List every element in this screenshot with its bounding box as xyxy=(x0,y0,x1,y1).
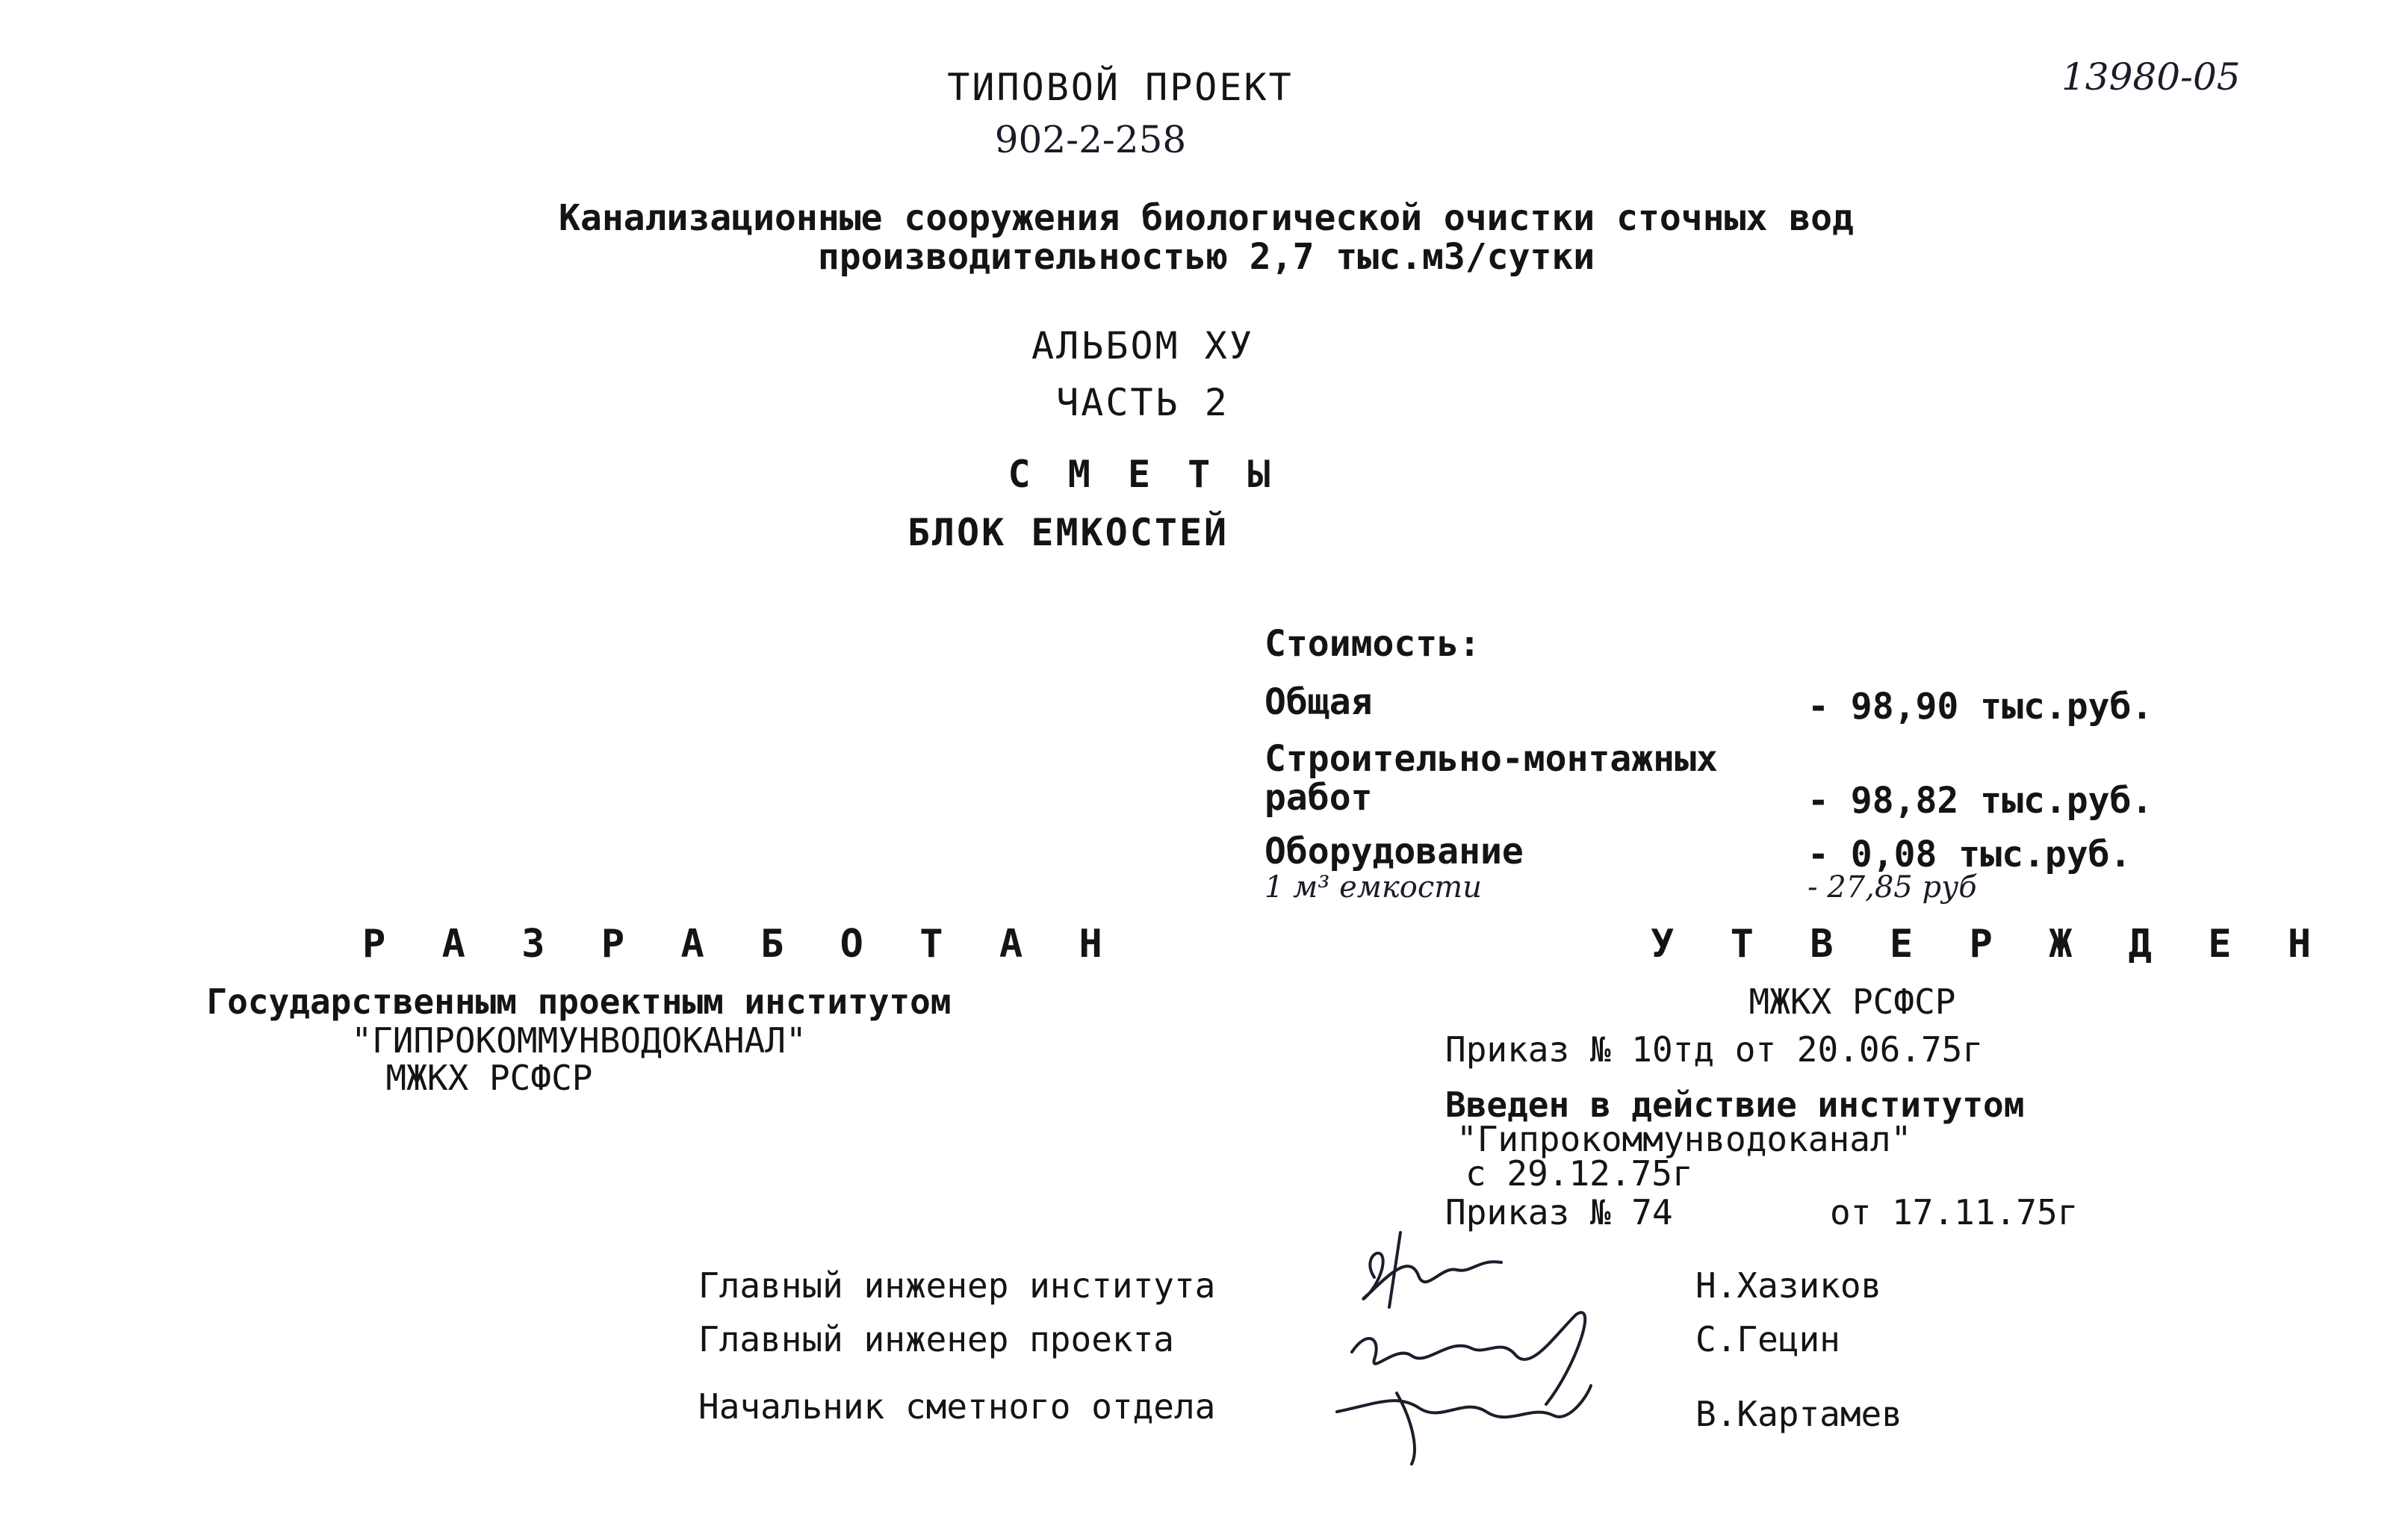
cost-equipment-value: - 0,08 тыс.руб. xyxy=(1807,834,2132,875)
cost-per-unit-label: 1 м³ емкости xyxy=(1264,870,1482,905)
approved-heading: У Т В Е Р Ж Д Е Н xyxy=(1651,922,2328,967)
approved-line3: Введен в действие институтом xyxy=(1445,1085,2025,1125)
project-description-line2: производительностью 2,7 тыс.м3/сутки xyxy=(817,236,1595,278)
project-type-title: ТИПОВОЙ ПРОЕКТ xyxy=(947,66,1294,109)
developed-line1: Государственным проектным институтом xyxy=(206,982,952,1022)
approved-line1: МЖКХ РСФСР xyxy=(1748,982,1956,1022)
project-code: 902-2-258 xyxy=(994,118,1187,161)
signatory-name-chief-engineer-project: С.Гецин xyxy=(1695,1319,1840,1359)
cost-total-label: Общая xyxy=(1264,681,1373,723)
handwritten-signatures xyxy=(1329,1225,1673,1479)
document-number: 13980-05 xyxy=(2061,55,2241,99)
signatory-name-head-estimates: В.Картамев xyxy=(1695,1394,1902,1434)
cost-construction-value: - 98,82 тыс.руб. xyxy=(1807,780,2153,822)
signatory-name-chief-engineer-institute: Н.Хазиков xyxy=(1695,1265,1882,1306)
part-label: ЧАСТЬ 2 xyxy=(1056,381,1229,424)
signature-chief-engineer-institute xyxy=(1363,1232,1501,1307)
section-title: С М Е Т Ы xyxy=(1008,453,1278,496)
project-description-line1: Канализационные сооружения биологической очистки сточных вод xyxy=(559,197,1854,239)
cost-equipment-label: Оборудование xyxy=(1264,831,1524,872)
developed-line3: МЖКХ РСФСР xyxy=(385,1058,593,1098)
cost-construction-label-line2: работ xyxy=(1264,777,1373,819)
signatory-role-chief-engineer-project: Главный инженер проекта xyxy=(698,1319,1174,1359)
approved-line6-left: Приказ № 74 xyxy=(1445,1192,1673,1232)
signatory-role-head-estimates: Начальник сметного отдела xyxy=(698,1386,1216,1427)
approved-line5: с 29.12.75г xyxy=(1465,1153,1693,1194)
developed-heading: Р А З Р А Б О Т А Н xyxy=(362,922,1119,967)
cost-total-value: - 98,90 тыс.руб. xyxy=(1807,686,2153,728)
developed-line2: "ГИПРОКОММУНВОДОКАНАЛ" xyxy=(351,1020,807,1061)
album-label: АЛЬБОМ XУ xyxy=(1031,324,1254,368)
approved-line2: Приказ № 10тд от 20.06.75г xyxy=(1445,1029,1984,1070)
cost-construction-label-line1: Строительно-монтажных xyxy=(1264,738,1718,780)
signatory-role-chief-engineer-institute: Главный инженер института xyxy=(698,1265,1216,1306)
cost-per-unit-value: - 27,85 руб xyxy=(1807,870,1977,905)
signature-chief-engineer-project xyxy=(1352,1312,1585,1404)
approved-line4: "Гипрокоммунводоканал" xyxy=(1456,1119,1912,1159)
block-title: БЛОК ЕМКОСТЕЙ xyxy=(907,511,1229,554)
cost-heading: Стоимость: xyxy=(1264,623,1480,665)
approved-line6-right: от 17.11.75г xyxy=(1830,1192,2079,1232)
